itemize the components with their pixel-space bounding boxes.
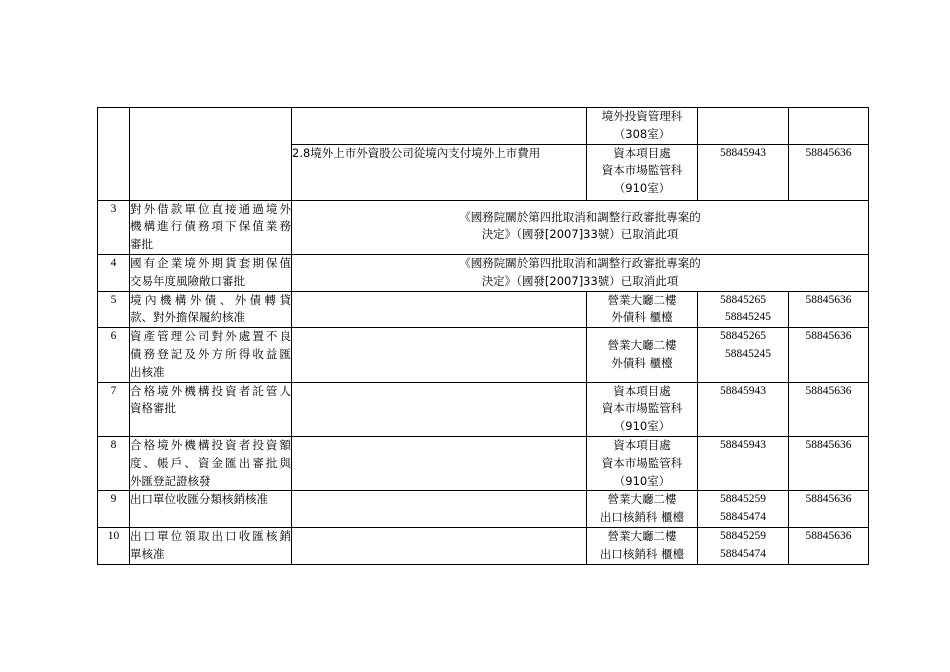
row-number-cell: 10 bbox=[98, 527, 130, 564]
item-line: 審批 bbox=[130, 237, 153, 252]
sub-item-cell bbox=[292, 527, 587, 564]
office-cell bbox=[587, 328, 698, 382]
item-cell bbox=[130, 108, 292, 201]
sub-item-cell bbox=[292, 436, 587, 490]
office-cell bbox=[587, 436, 698, 490]
note-line: 《國務院關於第四批取消和調整行政審批專案的 bbox=[459, 255, 701, 270]
row-number-cell: 3 bbox=[98, 200, 130, 254]
office-line: 資本市場監管科 bbox=[601, 401, 683, 416]
phone-line: 58845259 bbox=[720, 493, 766, 506]
cancelled-note-cell bbox=[292, 254, 869, 291]
office-cell bbox=[587, 491, 698, 528]
note-line: 《國務院關於第四批取消和調整行政審批專案的 bbox=[459, 209, 701, 224]
phone-cell: 58845943 bbox=[698, 436, 789, 490]
row-number-cell: 8 bbox=[98, 436, 130, 490]
item-cell bbox=[130, 382, 292, 436]
item-cell bbox=[130, 200, 292, 254]
fax-cell: 58845636 bbox=[789, 144, 869, 200]
table-row bbox=[98, 200, 869, 254]
office-line: 資本市場監管科 bbox=[601, 455, 683, 470]
office-line: （910室） bbox=[613, 419, 671, 434]
phone-line: 58845245 bbox=[725, 311, 771, 324]
note-line: 決定》（國發[2007]33號）已取消此項 bbox=[481, 227, 679, 242]
item-line: 機構進行債務項下保值業務 bbox=[130, 219, 291, 234]
item-cell bbox=[130, 491, 292, 528]
office-cell bbox=[587, 108, 698, 145]
phone-cell: 58845943 bbox=[698, 144, 789, 200]
item-line: 外匯登記證核發 bbox=[130, 473, 211, 488]
phone-cell bbox=[698, 527, 789, 564]
item-line: 合格境外機構投資者託管人 bbox=[130, 383, 291, 398]
item-line: 款、對外擔保履約核准 bbox=[130, 310, 245, 325]
item-line: 合格境外機構投資者投資額 bbox=[130, 437, 291, 452]
office-line: 境外投資管理科 bbox=[601, 109, 683, 123]
fax-cell bbox=[789, 108, 869, 145]
row-number-cell: 9 bbox=[98, 491, 130, 528]
phone-line: 58845259 bbox=[720, 529, 766, 542]
phone-cell bbox=[698, 328, 789, 382]
item-cell bbox=[130, 328, 292, 382]
fax-cell: 58845636 bbox=[789, 328, 869, 382]
office-cell bbox=[587, 291, 698, 328]
office-line: 外債科 櫃檯 bbox=[611, 355, 673, 370]
item-line: 單核准 bbox=[130, 546, 165, 561]
row-number-cell: 5 bbox=[98, 291, 130, 328]
item-cell bbox=[130, 291, 292, 328]
sub-item-cell bbox=[292, 491, 587, 528]
phone-cell bbox=[698, 108, 789, 145]
fax-cell: 58845636 bbox=[789, 527, 869, 564]
note-line: 決定》（國發[2007]33號）已取消此項 bbox=[481, 273, 679, 288]
office-line: 資本市場監管科 bbox=[601, 163, 683, 178]
table-row bbox=[98, 491, 869, 528]
sub-item-cell bbox=[292, 328, 587, 382]
phone-line: 58845474 bbox=[720, 511, 766, 524]
sub-item-cell bbox=[292, 382, 587, 436]
office-line: 營業大廳二樓 bbox=[607, 528, 677, 543]
office-line: 營業大廳二樓 bbox=[607, 338, 677, 353]
office-line: （308室） bbox=[613, 126, 671, 141]
table-row bbox=[98, 328, 869, 382]
sub-item-cell: 2.8境外上市外資股公司從境內支付境外上市費用 bbox=[292, 144, 587, 200]
office-line: 出口核銷科 櫃檯 bbox=[599, 510, 685, 525]
table-row bbox=[98, 254, 869, 291]
item-line: 度、帳戶、資金匯出審批與 bbox=[130, 455, 291, 470]
fax-cell: 58845636 bbox=[789, 491, 869, 528]
item-cell bbox=[130, 254, 292, 291]
item-line: 境內機構外債、外債轉貸 bbox=[130, 292, 291, 307]
approval-table bbox=[97, 107, 869, 565]
item-cell bbox=[130, 436, 292, 490]
table-row bbox=[98, 291, 869, 328]
item-line: 資產管理公司對外處置不良 bbox=[130, 329, 291, 344]
office-line: 出口核銷科 櫃檯 bbox=[599, 546, 685, 561]
item-line: 對外借款單位直接通過境外 bbox=[130, 201, 291, 216]
office-line: 資本項目處 bbox=[613, 145, 671, 160]
item-line: 出核准 bbox=[130, 364, 165, 379]
phone-line: 58845474 bbox=[720, 547, 766, 560]
sub-item-cell bbox=[292, 108, 587, 145]
table-row bbox=[98, 108, 869, 145]
office-line: （910室） bbox=[613, 473, 671, 488]
item-line: 債務登記及外方所得收益匯 bbox=[130, 346, 291, 361]
office-line: 外債科 櫃檯 bbox=[611, 310, 673, 325]
cancelled-note-cell bbox=[292, 200, 869, 254]
fax-cell: 58845636 bbox=[789, 291, 869, 328]
item-line: 國有企業境外期貨套期保值 bbox=[130, 255, 291, 270]
table-row bbox=[98, 436, 869, 490]
phone-cell bbox=[698, 291, 789, 328]
office-cell bbox=[587, 144, 698, 200]
item-line: 資格審批 bbox=[130, 401, 176, 416]
row-number-cell: 6 bbox=[98, 328, 130, 382]
row-number-cell: 4 bbox=[98, 254, 130, 291]
phone-cell: 58845943 bbox=[698, 382, 789, 436]
item-line: 交易年度風險敞口審批 bbox=[130, 273, 245, 288]
office-line: （910室） bbox=[613, 181, 671, 196]
table-row bbox=[98, 382, 869, 436]
item-line: 出口單位領取出口收匯核銷 bbox=[130, 528, 291, 543]
phone-line: 58845265 bbox=[720, 293, 766, 306]
office-cell bbox=[587, 382, 698, 436]
row-number-cell bbox=[98, 108, 130, 201]
item-cell bbox=[130, 527, 292, 564]
office-line: 資本項目處 bbox=[613, 383, 671, 398]
fax-cell: 58845636 bbox=[789, 436, 869, 490]
item-line: 出口單位收匯分類核銷核准 bbox=[130, 492, 268, 507]
sub-item-cell bbox=[292, 291, 587, 328]
row-number-cell: 7 bbox=[98, 382, 130, 436]
office-cell bbox=[587, 527, 698, 564]
phone-line: 58845265 bbox=[720, 330, 766, 343]
phone-line: 58845245 bbox=[725, 347, 771, 360]
office-line: 營業大廳二樓 bbox=[607, 492, 677, 507]
phone-cell bbox=[698, 491, 789, 528]
table-row bbox=[98, 527, 869, 564]
office-line: 資本項目處 bbox=[613, 437, 671, 452]
fax-cell: 58845636 bbox=[789, 382, 869, 436]
office-line: 營業大廳二樓 bbox=[607, 292, 677, 307]
